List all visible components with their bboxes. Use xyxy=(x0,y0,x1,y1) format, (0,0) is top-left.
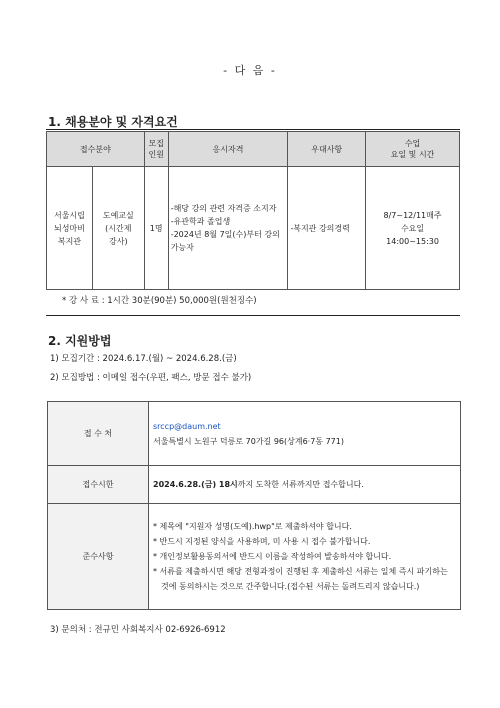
deadline-bold: 2024.6.28.(금) 18시 xyxy=(153,480,238,489)
rule-item: * 서류를 제출하시면 해당 전형과정이 진행된 후 제출하신 서류는 일체 즉시 파기하는 것에 동의하시는 것으로 간주합니다.(접수된 서류는 돌려드리지 않습니다.) xyxy=(153,567,448,591)
cell-count: 1명 xyxy=(144,167,168,290)
header-schedule: 수업 요일 및 시간 xyxy=(366,132,460,167)
cell-schedule: 8/7~12/11매주 수요일 14:00~15:30 xyxy=(366,167,460,290)
header-preference: 우대사항 xyxy=(288,132,366,167)
deadline-rest: 까지 도착한 서류까지만 접수합니다. xyxy=(237,480,364,489)
qualification-item: -2024년 8월 7일(수)부터 강의 가능자 xyxy=(170,230,280,252)
cell-deadline xyxy=(149,466,461,504)
header-count: 모집 인원 xyxy=(144,132,168,167)
recruit-period: 1) 모집기간 : 2024.6.17.(월) ~ 2024.6.28.(금) xyxy=(50,354,237,364)
header-field: 접수분야 xyxy=(47,132,145,167)
page-title: - 다 음 - xyxy=(223,64,277,77)
label-deadline: 접수시한 xyxy=(48,466,149,504)
label-reception: 접 수 처 xyxy=(48,402,149,466)
recruit-method: 2) 모집방법 : 이메일 접수(우편, 팩스, 방문 접수 불가) xyxy=(50,373,252,383)
section1-rule xyxy=(46,129,460,130)
section1-heading: 1. 채용분야 및 자격요건 xyxy=(48,115,178,129)
cell-class: 도예교실 (시간제 강사) xyxy=(92,167,144,290)
header-qualification: 응시자격 xyxy=(168,132,288,167)
application-table xyxy=(47,401,461,610)
section-divider xyxy=(46,315,460,316)
cell-reception xyxy=(149,402,461,466)
cell-institution: 서울시립 뇌성마비 복지관 xyxy=(47,167,93,290)
cell-preference: -복지관 강의경력 xyxy=(288,167,366,290)
fee-note: * 강 사 료 : 1시간 30분(90분) 50,000원(원천징수) xyxy=(62,296,257,306)
cell-qualification xyxy=(168,167,288,290)
rule-item: * 개인정보활용동의서에 반드시 이름을 작성하여 발송하셔야 합니다. xyxy=(153,552,392,561)
address-text: 서울특별시 노원구 덕릉로 70가길 96(상계6·7동 771) xyxy=(153,436,344,446)
email-link[interactable]: srccp@daum.net xyxy=(153,421,221,431)
label-rules: 준수사항 xyxy=(48,504,149,610)
qualification-item: -유관학과 졸업생 xyxy=(170,217,231,226)
contact-line: 3) 문의처 : 전규민 사회복지사 02-6926-6912 xyxy=(50,625,226,635)
recruitment-table xyxy=(46,131,460,290)
qualification-item: -해당 강의 관련 자격증 소지자 xyxy=(170,204,277,213)
section2-heading: 2. 지원방법 xyxy=(48,334,112,348)
rule-item: * 반드시 지정된 양식을 사용하며, 미 사용 시 접수 불가합니다. xyxy=(153,537,371,546)
rules-list xyxy=(153,519,456,594)
rule-item: * 제목에 "지원자 성명(도예).hwp"로 제출하셔야 합니다. xyxy=(153,522,352,531)
cell-rules xyxy=(149,504,461,610)
